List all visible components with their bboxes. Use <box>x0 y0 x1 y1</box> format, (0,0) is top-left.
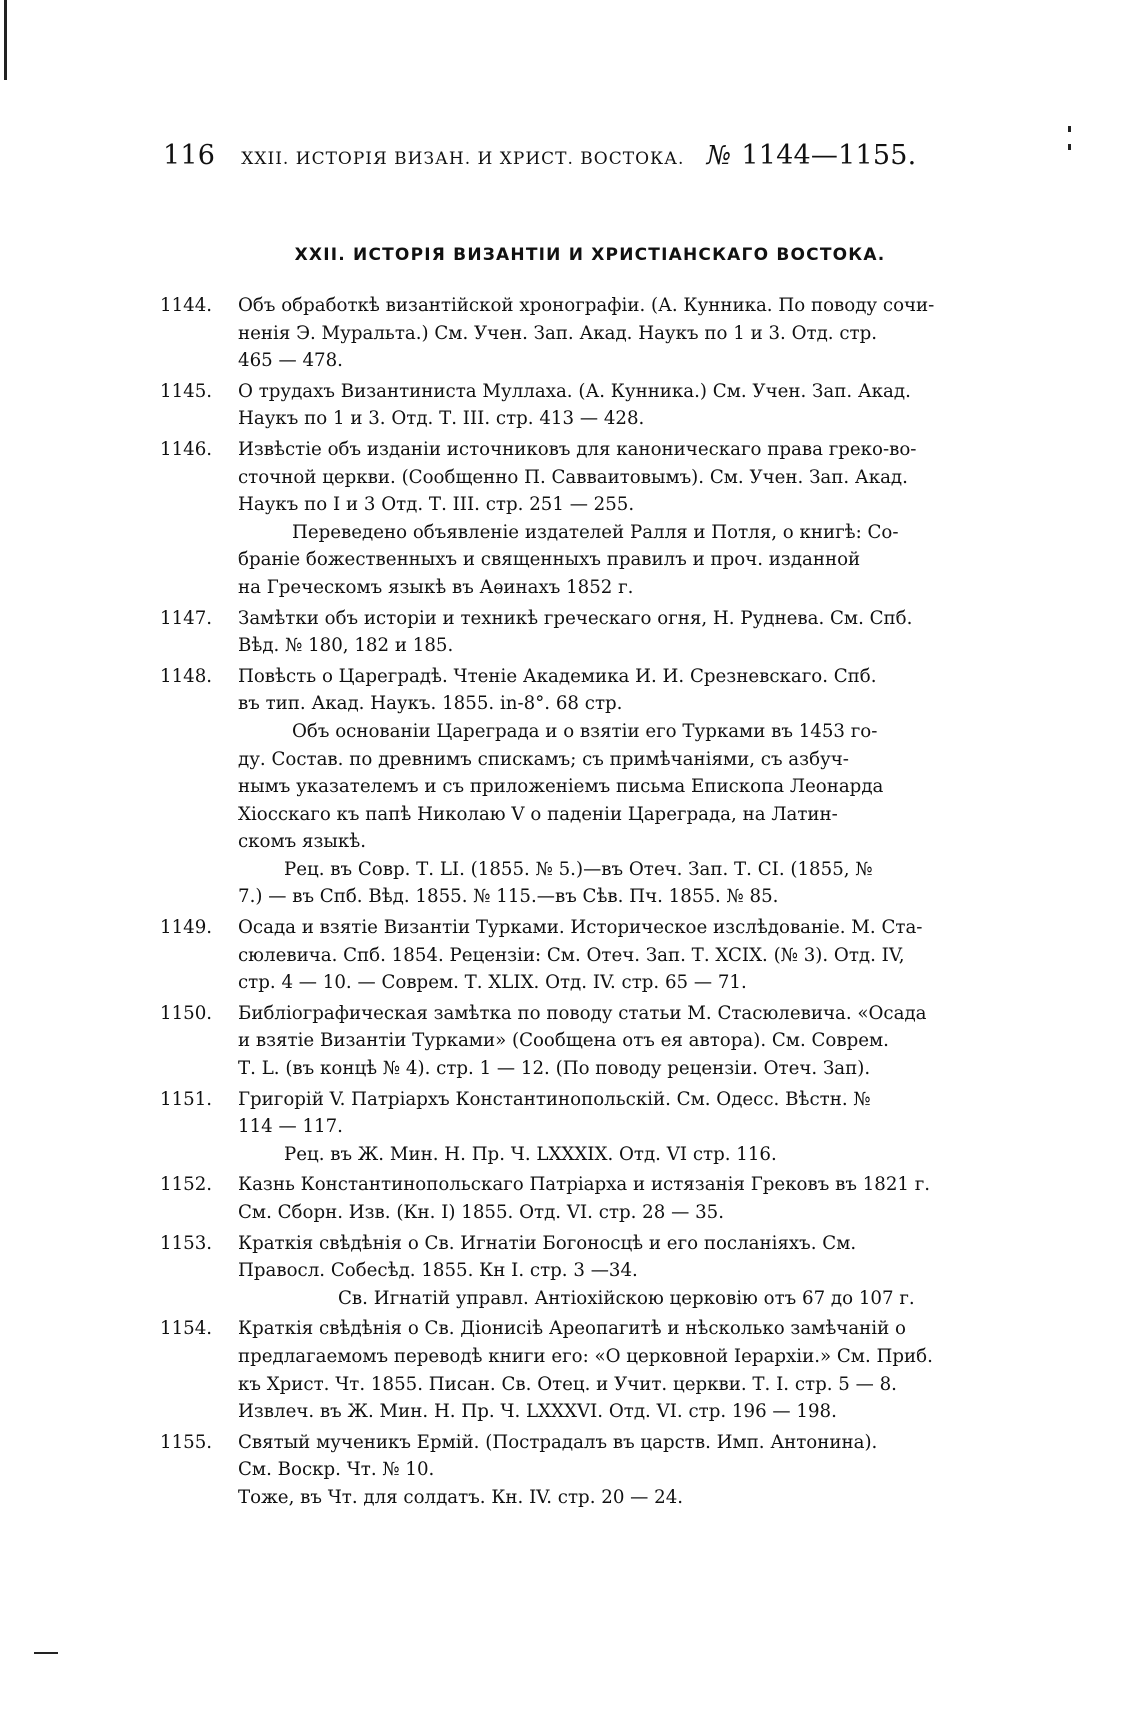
entry-line: предлагаемомъ переводѣ книги его: «О церковной Іерархіи.» См. Приб. <box>238 1345 933 1367</box>
bibliography-entry <box>160 292 1003 375</box>
bibliography-entry <box>160 1429 1003 1512</box>
bibliography-entry <box>160 663 1003 911</box>
entry-line: въ тип. Акад. Наукъ. 1855. in-8°. 68 стр. <box>238 693 623 715</box>
bibliography-entry <box>160 1171 1003 1226</box>
entry-number: 1153. <box>160 1232 213 1254</box>
entry-line: 465 — 478. <box>238 350 343 372</box>
entry-line: См. Воскр. Чт. № 10. <box>238 1459 435 1481</box>
entry-line: Извлеч. въ Ж. Мин. Н. Пр. Ч. LXXXVI. Отд. VI. стр. 196 — 198. <box>238 1401 837 1423</box>
scan-edge-mark-top-left <box>4 0 7 80</box>
entry-line: Тоже, въ Чт. для солдатъ. Кн. IV. стр. 20 — 24. <box>238 1486 684 1508</box>
page-number: 116 <box>163 140 216 171</box>
entry-note-line: Св. Игнатій управл. Антіохійскою церковію отъ 67 до 107 г. <box>338 1287 915 1309</box>
bibliography-entry <box>160 378 1003 433</box>
entry-line: О трудахъ Византиниста Муллаха. (А. Кунника.) См. Учен. Зап. Акад. <box>238 380 911 402</box>
running-header <box>163 140 943 171</box>
entry-note-line: нымъ указателемъ и съ приложеніемъ письма Епископа Леонарда <box>238 776 884 798</box>
entry-line: Осада и взятіе Византіи Турками. Историческое изслѣдованіе. М. Ста- <box>238 917 923 939</box>
entry-line: Объ обработкѣ византійской хронографіи. (А. Кунника. По поводу сочи- <box>238 295 935 316</box>
entry-line: стр. 4 — 10. — Соврем. Т. XLIX. Отд. IV. стр. 65 — 71. <box>238 972 747 994</box>
bibliography-entry <box>160 605 1003 660</box>
entry-line: Краткія свѣдѣнія о Св. Діонисіѣ Ареопагитѣ и нѣсколько замѣчаній о <box>238 1318 906 1340</box>
entry-line: Наукъ по I и 3 Отд. Т. III. стр. 251 — 255. <box>238 494 635 516</box>
bibliography-entry <box>160 1315 1003 1425</box>
scan-edge-mark-right-2 <box>1068 144 1071 150</box>
entry-number: 1150. <box>160 1002 213 1024</box>
entry-line: Т. L. (въ концѣ № 4). стр. 1 — 12. (По поводу рецензіи. Отеч. Зап). <box>238 1058 871 1080</box>
bibliography-entry <box>160 1086 1003 1169</box>
entry-number: 1147. <box>160 607 213 629</box>
section-title: XXII. ИСТОРІЯ ВИЗАНТІИ И ХРИСТІАНСКАГО ВОСТОКА. <box>294 245 886 265</box>
entry-line: Краткія свѣдѣнія о Св. Игнатіи Богоносцѣ и его посланіяхъ. См. <box>238 1232 857 1254</box>
entry-review-line: Рец. въ Совр. Т. LI. (1855. № 5.)—въ Отеч. Зап. Т. CI. (1855, № <box>284 858 873 880</box>
entry-range: 1144—1155. <box>741 140 917 171</box>
entry-line: 114 — 117. <box>238 1116 343 1138</box>
entry-number: 1149. <box>160 917 213 939</box>
bibliography-entry <box>160 914 1003 997</box>
entry-line: Наукъ по 1 и 3. Отд. Т. III. стр. 413 — 428. <box>238 408 645 430</box>
entry-line: Казнь Константинопольскаго Патріарха и истязанія Грековъ въ 1821 г. <box>238 1174 931 1196</box>
entry-review-line: 7.) — въ Спб. Вѣд. 1855. № 115.—въ Сѣв. Пч. 1855. № 85. <box>238 886 779 908</box>
entry-note-line: браніе божественныхъ и священныхъ правилъ и проч. изданной <box>238 549 861 571</box>
entry-line: Григорій V. Патріархъ Константинопольскій. См. Одесс. Вѣстн. № <box>238 1088 871 1110</box>
entry-number: 1154. <box>160 1318 213 1340</box>
entry-number: 1152. <box>160 1174 213 1196</box>
entry-line: и взятіе Византіи Турками» (Сообщена отъ ея автора). См. Соврем. <box>238 1030 889 1052</box>
running-title: XXII. ИСТОРІЯ ВИЗАН. И ХРИСТ. ВОСТОКА. <box>241 149 685 169</box>
entry-line: Библіографическая замѣтка по поводу статьи М. Стасюлевича. «Осада <box>238 1002 927 1024</box>
bibliography-entry <box>160 1000 1003 1083</box>
entry-line: Повѣсть о Цареградѣ. Чтеніе Академика И. И. Срезневскаго. Спб. <box>238 665 877 687</box>
entry-note-line: ду. Состав. по древнимъ спискамъ; съ примѣчаніями, съ азбуч- <box>238 748 849 770</box>
entry-number: 1155. <box>160 1431 213 1453</box>
entry-note-line: на Греческомъ языкѣ въ Аѳинахъ 1852 г. <box>238 576 634 598</box>
entry-note-line: скомъ языкѣ. <box>238 831 366 853</box>
scan-edge-mark-bottom-left <box>34 1652 58 1654</box>
entry-line: Вѣд. № 180, 182 и 185. <box>238 635 454 657</box>
entry-review-line: Рец. въ Ж. Мин. Н. Пр. Ч. LXXXIX. Отд. VI стр. 116. <box>284 1143 777 1165</box>
entry-line: сточной церкви. (Сообщенно П. Савваитовымъ). См. Учен. Зап. Акад. <box>238 466 908 488</box>
entry-line: сюлевича. Спб. 1854. Рецензіи: См. Отеч. Зап. Т. XCIX. (№ 3). Отд. IV, <box>238 944 905 966</box>
entry-line: См. Сборн. Изв. (Кн. I) 1855. Отд. VI. стр. 28 — 35. <box>238 1202 725 1223</box>
scan-edge-mark-right <box>1068 126 1071 132</box>
entry-number: 1146. <box>160 438 213 460</box>
entry-line: ненія Э. Муральта.) См. Учен. Зап. Акад. Наукъ по 1 и 3. Отд. стр. <box>238 322 878 344</box>
bibliography-entry <box>160 1230 1003 1313</box>
bibliography-entry <box>160 436 1003 602</box>
number-sign: № 1144—1155. <box>706 140 917 171</box>
entry-note-line: Хіосскаго къ папѣ Николаю V о паденіи Цареграда, на Латин- <box>238 803 838 825</box>
entry-line: Извѣстіе объ изданіи источниковъ для каноническаго права греко-во- <box>238 438 917 460</box>
entry-number: 1148. <box>160 665 213 687</box>
entry-number: 1151. <box>160 1088 213 1110</box>
entry-note-line: Объ основаніи Цареграда и о взятіи его Турками въ 1453 го- <box>292 720 878 742</box>
entry-line: Святый мученикъ Ермій. (Пострадалъ въ царств. Имп. Антонина). <box>238 1431 878 1453</box>
entry-list <box>160 292 1003 1515</box>
entry-note-line: Переведено объявленіе издателей Ралля и Потля, о книгѣ: Со- <box>292 521 899 543</box>
entry-number: 1145. <box>160 380 213 402</box>
entry-line: Правосл. Собесѣд. 1855. Кн I. стр. 3 —34. <box>238 1260 638 1282</box>
entry-line: Замѣтки объ исторіи и техникѣ греческаго огня, Н. Руднева. См. Спб. <box>238 607 913 629</box>
entry-line: къ Христ. Чт. 1855. Писан. Св. Отец. и Учит. церкви. Т. I. стр. 5 — 8. <box>238 1373 897 1395</box>
entry-number: 1144. <box>160 295 213 316</box>
